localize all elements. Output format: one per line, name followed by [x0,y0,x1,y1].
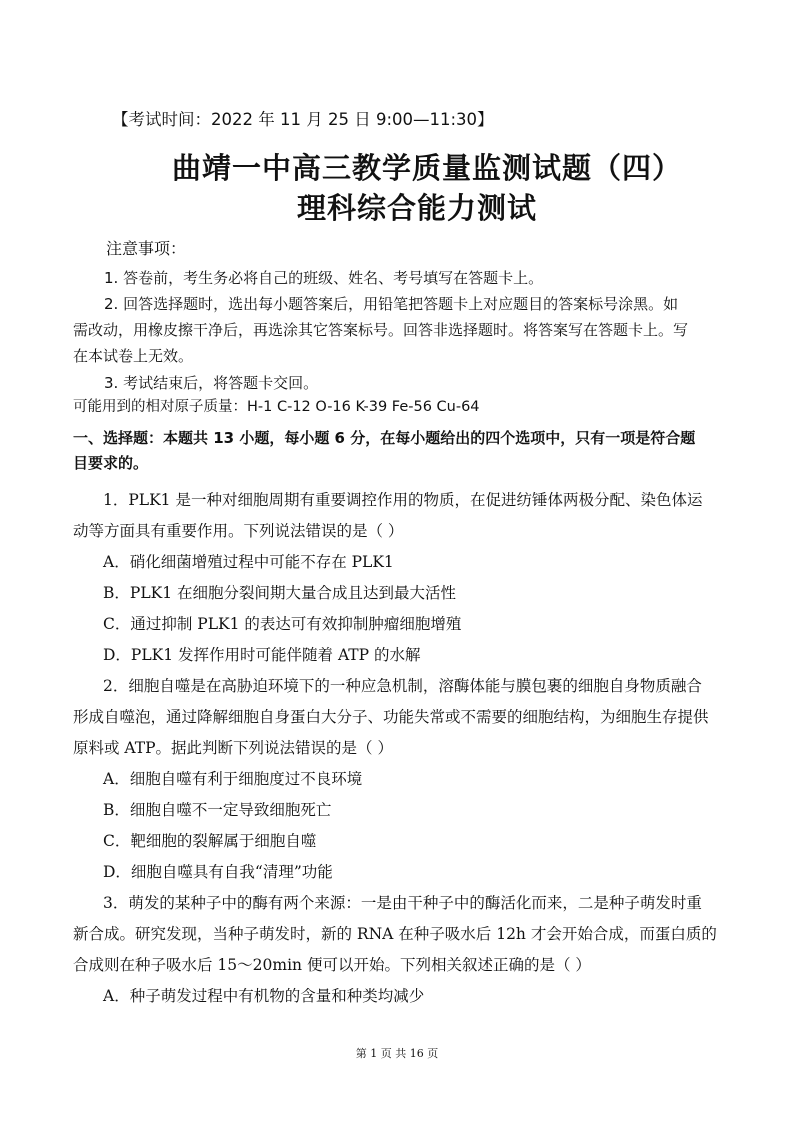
q2-option-b: B．细胞自噬不一定导致细胞死亡 [103,801,332,819]
q1-stem-line-1: 1．PLK1 是一种对细胞周期有重要调控作用的物质，在促进纺锤体两极分配、染色体运 [103,491,703,509]
q1-option-c: C．通过抑制 PLK1 的表达可有效抑制肿瘤细胞增殖 [103,615,462,633]
q1-stem-line-2: 动等方面具有重要作用。下列说法错误的是（ ） [73,522,404,540]
exam-title: 曲靖一中高三教学质量监测试题（四） [171,151,682,185]
atomic-masses: 可能用到的相对原子质量：H-1 C-12 O-16 K-39 Fe-56 Cu-64 [73,399,480,415]
section-heading-line-2: 目要求的。 [73,454,149,472]
q3-stem-line-3: 合成则在种子吸水后 15～20min 便可以开始。下列相关叙述正确的是（ ） [73,956,591,974]
q3-stem-line-2: 新合成。研究发现，当种子萌发时，新的 RNA 在种子吸水后 12h 才会开始合成，而蛋白质的 [73,925,717,943]
exam-time: 【考试时间：2022 年 11 月 25 日 9:00—11:30】 [112,110,494,129]
notice-item-2-line-3: 在本试卷上无效。 [73,347,194,365]
notice-item-3: 3. 考试结束后，将答题卡交回。 [104,374,319,392]
q3-option-a: A．种子萌发过程中有机物的含量和种类均减少 [103,987,425,1005]
q2-stem-line-2: 形成自噬泡，通过降解细胞自身蛋白大分子、功能失常或不需要的细胞结构，为细胞生存提供 [73,708,709,726]
page-number: 第 1 页 共 16 页 [355,1047,439,1060]
q2-stem-line-3: 原料或 ATP。据此判断下列说法错误的是（ ） [73,739,393,757]
q3-stem-line-1: 3．萌发的某种子中的酶有两个来源：一是由干种子中的酶活化而来，二是种子萌发时重 [103,894,702,912]
q1-option-d: D．PLK1 发挥作用时可能伴随着 ATP 的水解 [103,646,421,664]
notice-item-2-line-2: 需改动，用橡皮擦干净后，再选涂其它答案标号。回答非选择题时。将答案写在答题卡上。写 [73,321,689,339]
q2-option-a: A．细胞自噬有利于细胞度过不良环境 [103,770,363,788]
q1-option-b: B．PLK1 在细胞分裂间期大量合成且达到最大活性 [103,584,456,602]
notice-item-2-line-1: 2. 回答选择题时，选出每小题答案后，用铅笔把答题卡上对应题目的答案标号涂黑。如 [104,295,679,313]
notice-item-1: 1. 答卷前，考生务必将自己的班级、姓名、考号填写在答题卡上。 [104,269,544,287]
exam-subtitle: 理科综合能力测试 [296,191,537,225]
q2-option-d: D．细胞自噬具有自我“清理”功能 [103,863,333,881]
q2-stem-line-1: 2．细胞自噬是在高胁迫环境下的一种应急机制，溶酶体能与膜包裹的细胞自身物质融合 [103,677,702,695]
q2-option-c: C．靶细胞的裂解属于细胞自噬 [103,832,317,850]
notices-heading: 注意事项： [106,239,187,258]
section-heading-line-1: 一、选择题：本题共 13 小题，每小题 6 分，在每小题给出的四个选项中，只有一项是符合题 [73,429,696,447]
q1-option-a: A．硝化细菌增殖过程中可能不存在 PLK1 [103,553,394,571]
